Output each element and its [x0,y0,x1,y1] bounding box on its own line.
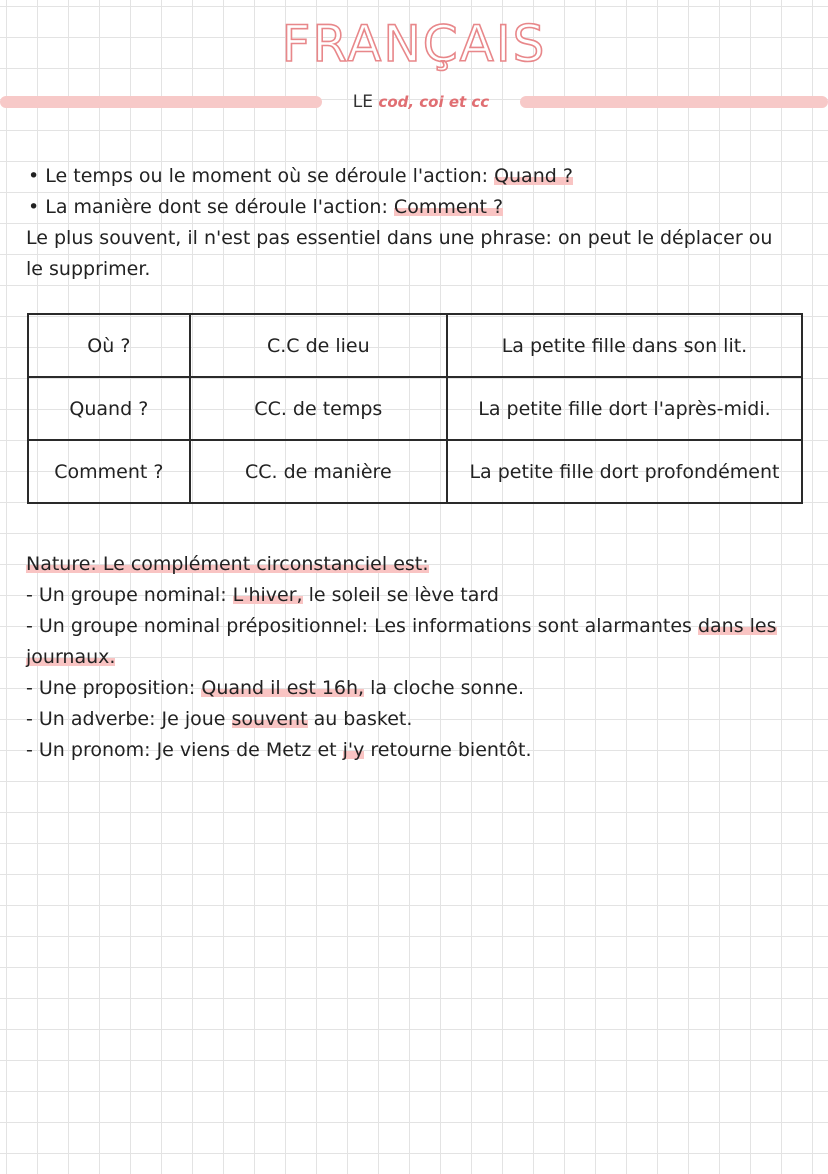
item-prefix: - Un pronom: Je viens de Metz et [26,739,343,761]
item-highlight-cont: journaux. [26,646,116,668]
bullet-time-highlight: Quand ? [494,165,573,187]
item-suffix: au basket. [307,708,413,730]
table-cell-type: CC. de temps [190,377,447,440]
page-title: FRANÇAIS [281,15,547,73]
item-suffix: retourne bientôt. [364,739,532,761]
table-row [28,440,802,503]
nature-item-adverbe [26,704,777,735]
bullet-dot: • [28,165,40,187]
item-prefix: - Un groupe nominal prépositionnel: Les informations sont alarmantes [26,615,698,637]
item-suffix: le soleil se lève tard [302,584,499,606]
bullet-time [26,161,772,192]
item-prefix: - Un adverbe: Je joue [26,708,232,730]
item-highlight: L'hiver, [232,584,303,606]
bullet-dot: • [28,196,40,218]
cc-table [27,313,803,504]
item-prefix: - Une proposition: [26,677,202,699]
title-band-left [0,96,322,108]
table-row [28,314,802,377]
nature-item-groupe-prepositionnel [26,611,777,642]
table-cell-question: Comment ? [28,440,190,503]
intro-section [26,161,772,285]
bullet-manner-highlight: Comment ? [393,196,504,218]
nature-item-pronom [26,735,777,766]
bullet-manner-text: La manière dont se déroule l'action: [45,196,394,218]
table-cell-question: Quand ? [28,377,190,440]
item-highlight: Quand il est 16h, [201,677,365,699]
table-cell-example: La petite fille dans son lit. [447,314,802,377]
nature-section [26,549,777,766]
bullet-manner [26,192,772,223]
item-highlight: dans les [697,615,777,637]
subtitle [322,90,520,114]
nature-item-groupe-nominal [26,580,777,611]
intro-paragraph-line1: Le plus souvent, il n'est pas essentiel dans une phrase: on peut le déplacer ou [26,227,773,249]
table-cell-example: La petite fille dort profondément [447,440,802,503]
nature-item-proposition [26,673,777,704]
title-band-right [520,96,828,108]
item-suffix: la cloche sonne. [364,677,524,699]
nature-heading-text: Nature: Le complément circonstanciel est: [26,553,429,575]
table-cell-type: CC. de manière [190,440,447,503]
intro-paragraph-line2: le supprimer. [26,258,151,280]
subtitle-prefix: LE [352,92,374,112]
item-highlight: souvent [231,708,308,730]
item-prefix: - Un groupe nominal: [26,584,233,606]
table-cell-question: Où ? [28,314,190,377]
nature-heading [26,549,777,580]
table-cell-type: C.C de lieu [190,314,447,377]
bullet-time-text: Le temps ou le moment où se déroule l'action: [45,165,495,187]
table-row [28,377,802,440]
item-highlight: j'y [342,739,365,761]
subtitle-accent: cod, coi et cc [378,93,490,111]
nature-item-groupe-prepositionnel-cont [26,642,777,673]
table-cell-example: La petite fille dort l'après-midi. [447,377,802,440]
